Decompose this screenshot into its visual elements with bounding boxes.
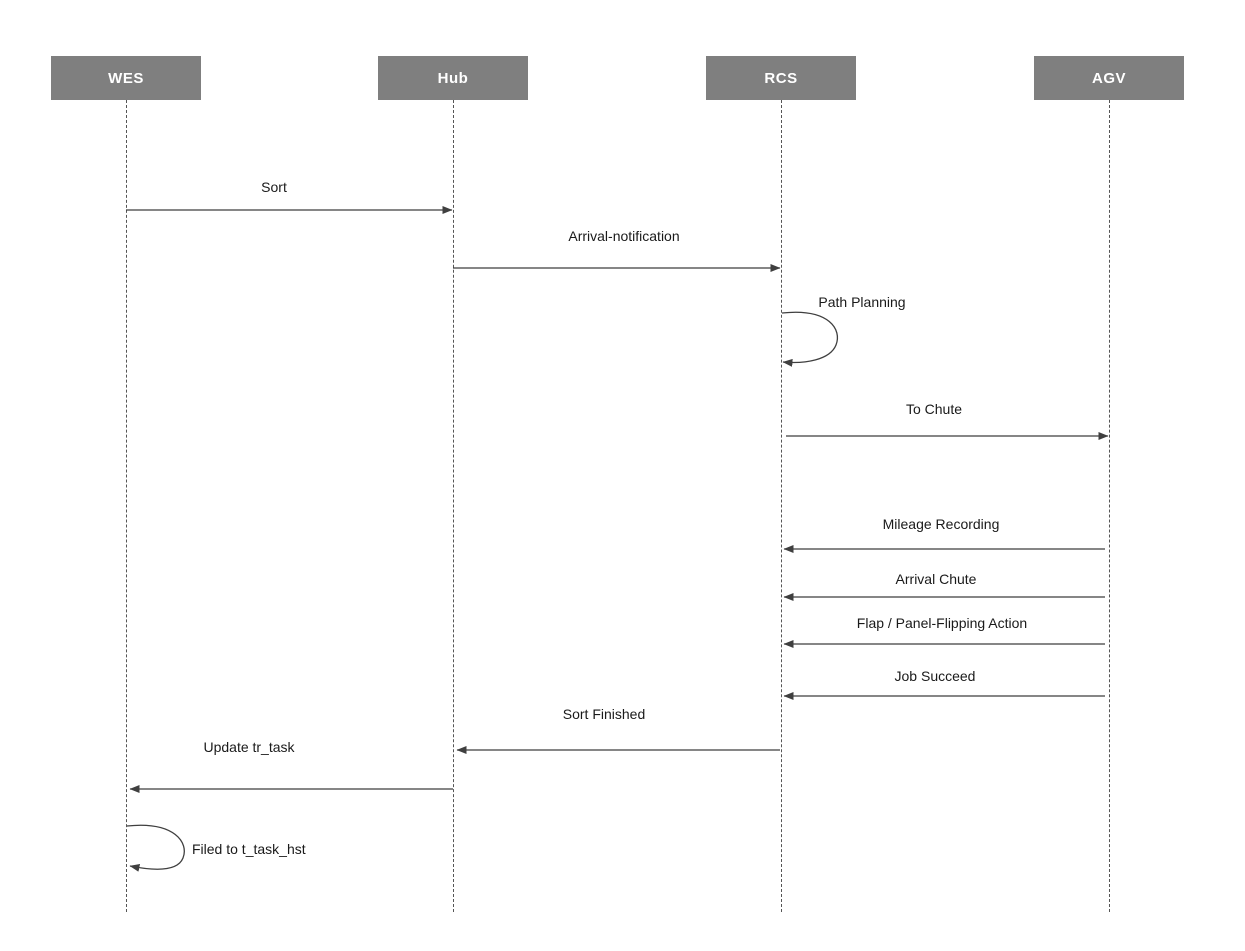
message-label-update-tr-task: Update tr_task: [203, 739, 295, 755]
message-label-mileage-recording: Mileage Recording: [882, 516, 1000, 532]
participant-wes-label: WES: [108, 69, 144, 87]
message-label-to-chute: To Chute: [905, 401, 963, 417]
message-label-flap-panel-flipping-action: Flap / Panel-Flipping Action: [856, 615, 1028, 631]
message-label-path-planning: Path Planning: [818, 294, 906, 310]
participant-agv: [1034, 56, 1184, 100]
participant-wes: [51, 56, 201, 100]
participant-rcs-label: RCS: [764, 69, 798, 87]
participant-rcs: [706, 56, 856, 100]
message-label-arrival-chute: Arrival Chute: [895, 571, 977, 587]
message-label-job-succeed: Job Succeed: [894, 668, 976, 684]
arrow-filed-to-t-task-hst: [127, 825, 184, 869]
participant-hub: [378, 56, 528, 100]
arrow-path-planning: [782, 312, 837, 362]
message-label-filed-to-t-task-hst: Filed to t_task_hst: [192, 841, 306, 857]
message-label-sort-finished: Sort Finished: [562, 706, 646, 722]
lifeline-agv: [1109, 100, 1110, 912]
lifeline-rcs: [781, 100, 782, 912]
participant-agv-label: AGV: [1091, 69, 1126, 87]
message-label-arrival-notification: Arrival-notification: [568, 228, 680, 244]
message-label-sort: Sort: [261, 179, 287, 195]
lifeline-hub: [453, 100, 454, 912]
lifeline-wes: [126, 100, 127, 912]
participant-hub-label: Hub: [437, 69, 469, 87]
